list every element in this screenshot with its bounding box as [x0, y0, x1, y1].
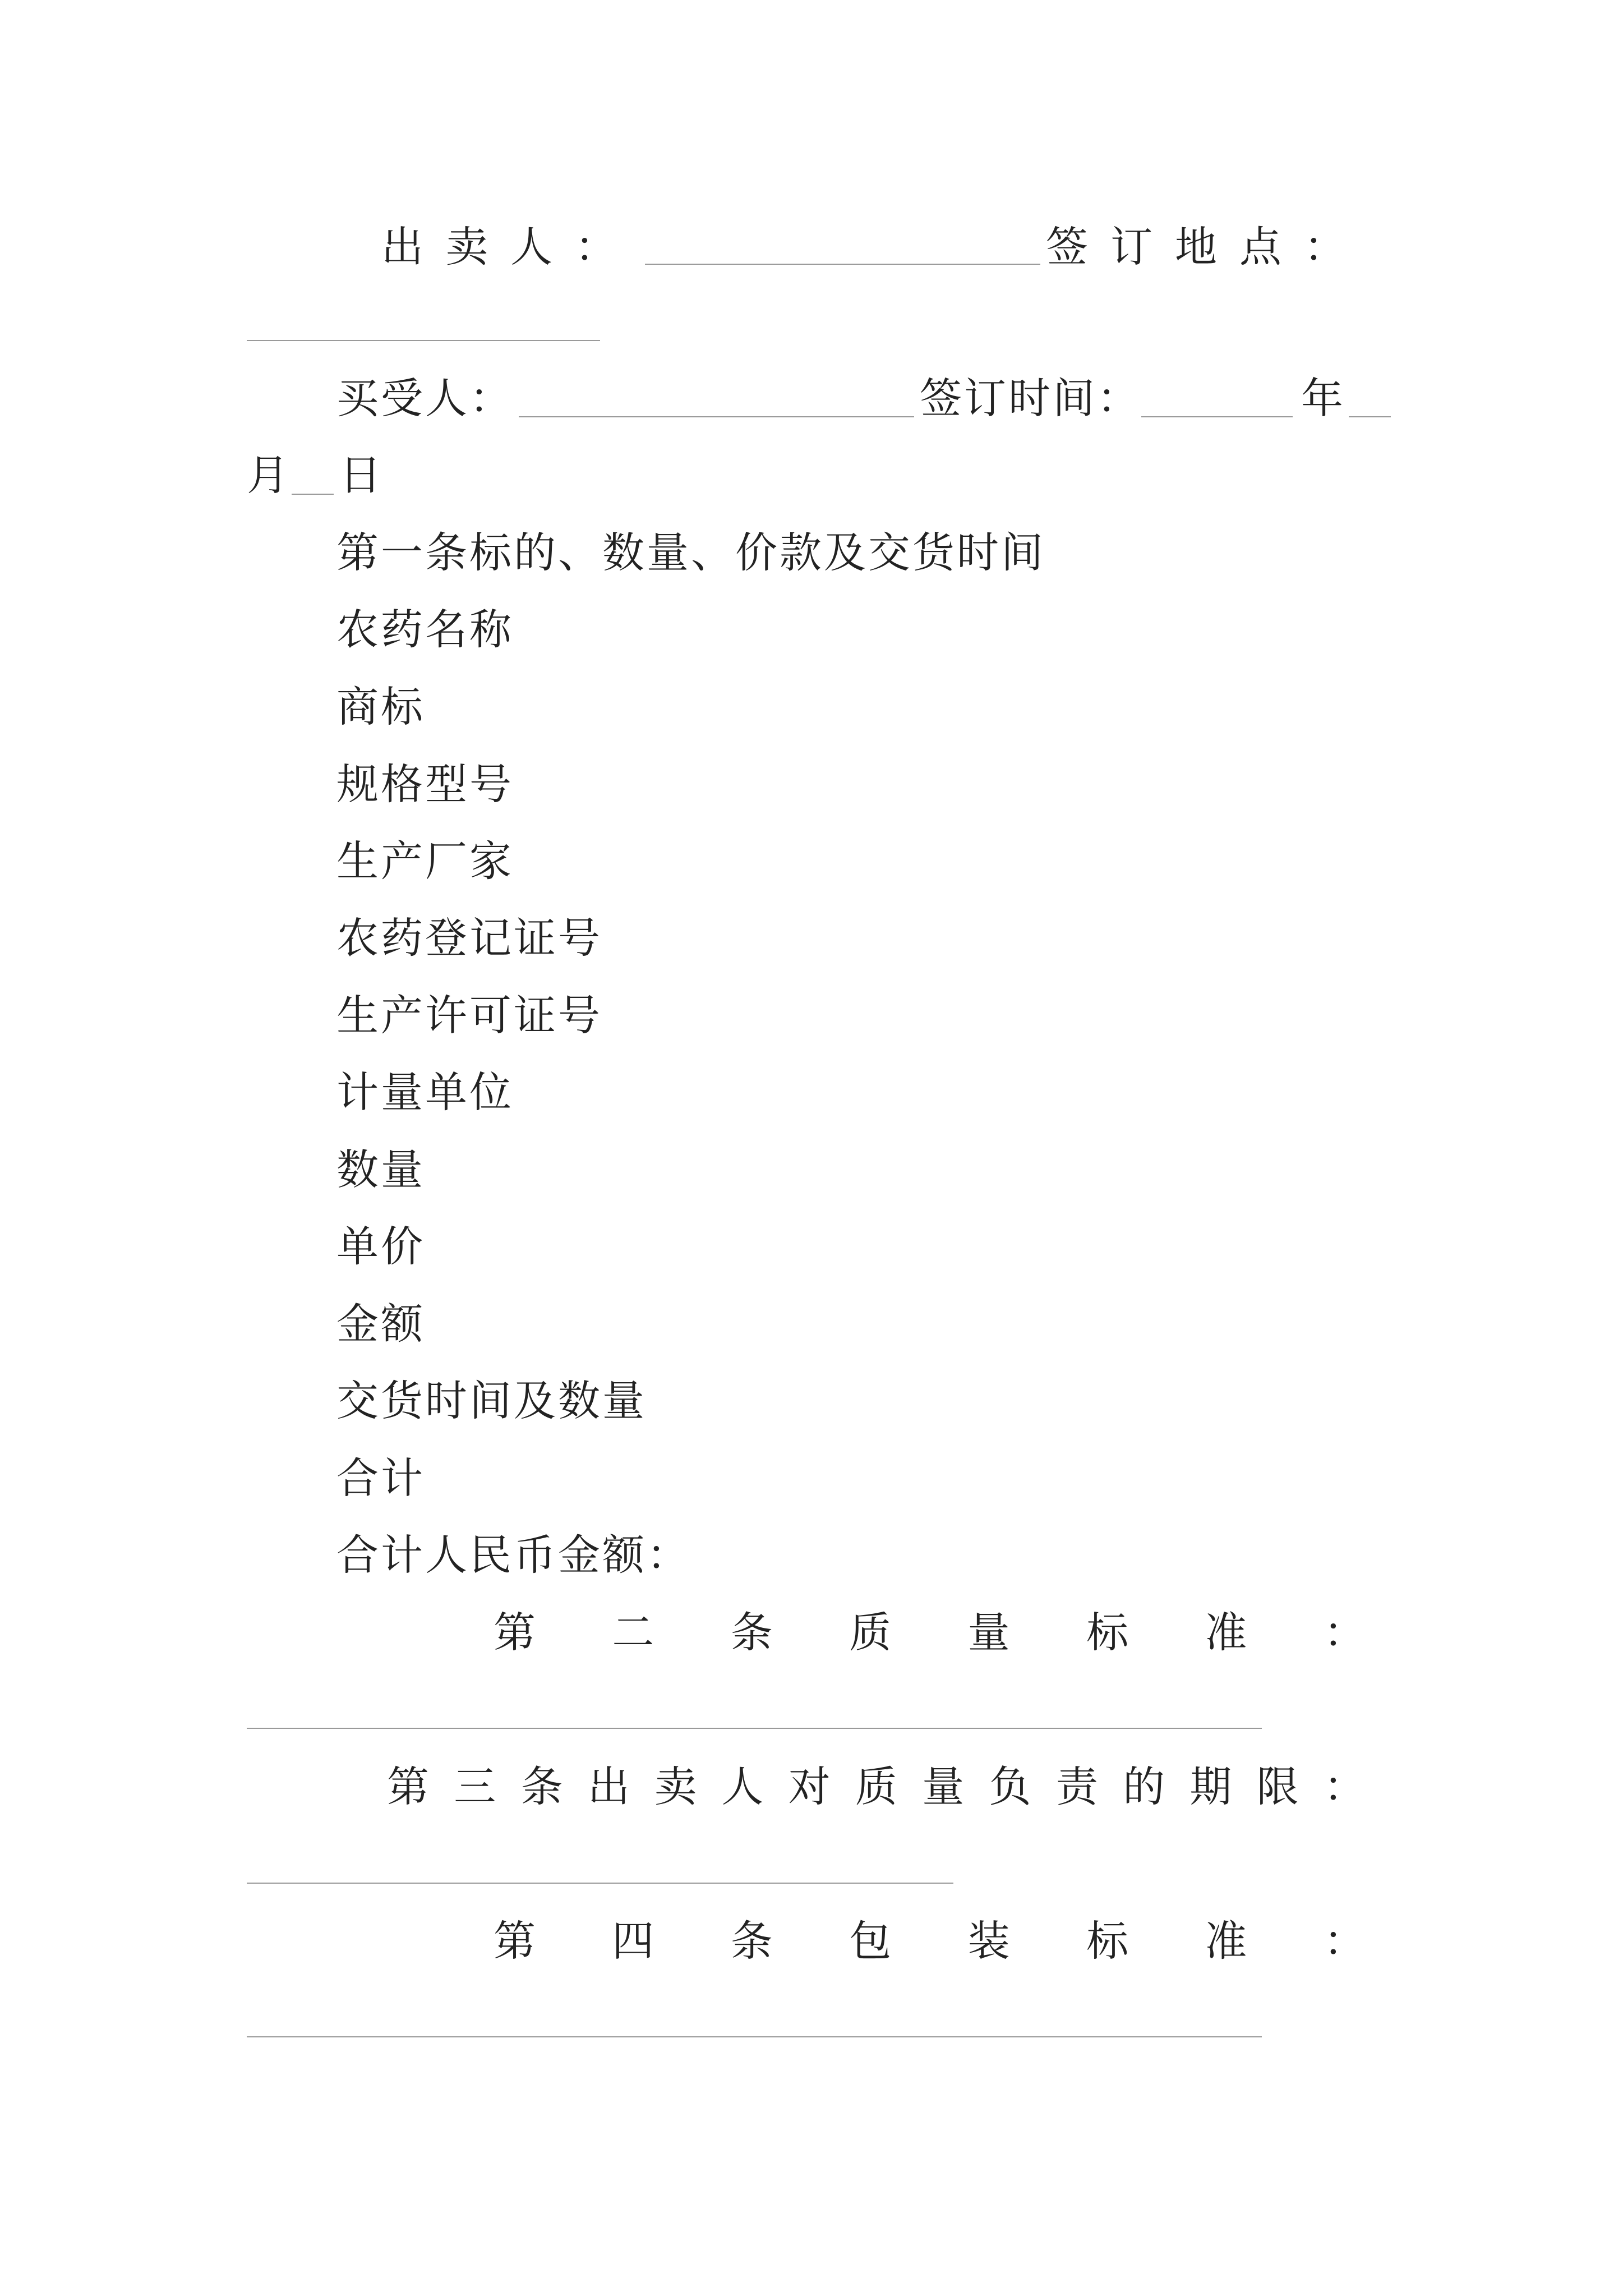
heading-char: 限: [1256, 1762, 1299, 1811]
sign-time-label: 签订时间：: [920, 374, 1142, 423]
heading-char: 的: [1123, 1762, 1165, 1811]
heading-char: 标: [1086, 1608, 1129, 1657]
list-item: 交货时间及数量: [336, 1376, 647, 1425]
list-item: 生产许可证号: [336, 991, 603, 1040]
sign-place-blank[interactable]: [247, 340, 600, 341]
article-4-blank[interactable]: [247, 2036, 1262, 2037]
seller-blank[interactable]: [645, 264, 1040, 265]
year-blank[interactable]: [1141, 416, 1293, 417]
sign-place-label: 签订地点：: [1045, 222, 1368, 272]
seller-line: [381, 219, 1368, 275]
month-label: 月: [247, 450, 292, 500]
day-blank[interactable]: [292, 494, 334, 495]
list-item: 单价: [336, 1222, 426, 1271]
month-blank[interactable]: [1349, 416, 1391, 417]
article-3-title: [387, 1759, 1366, 1815]
day-label: 日: [339, 450, 384, 500]
list-item: 规格型号: [336, 760, 514, 809]
heading-char: ：: [1323, 1916, 1366, 1966]
seller-label: 出卖人：: [381, 222, 640, 272]
heading-char: 期: [1189, 1762, 1232, 1811]
heading-char: 卖: [654, 1762, 697, 1811]
list-item: 农药登记证号: [336, 913, 603, 963]
heading-char: 准: [1205, 1916, 1247, 1966]
heading-char: 第: [494, 1608, 536, 1657]
heading-char: 准: [1205, 1608, 1247, 1657]
article-2-blank[interactable]: [247, 1728, 1262, 1729]
article-4-title: [494, 1913, 1366, 1969]
heading-char: 装: [967, 1916, 1010, 1966]
list-item: 数量: [336, 1145, 426, 1194]
list-item: 金额: [336, 1299, 426, 1349]
heading-char: 量: [922, 1762, 965, 1811]
heading-char: 第: [494, 1916, 536, 1966]
list-item: 农药名称: [336, 605, 514, 654]
list-item: 合计人民币金额：: [336, 1530, 691, 1580]
heading-char: 第: [387, 1762, 430, 1811]
heading-char: 三: [454, 1762, 496, 1811]
heading-char: 对: [788, 1762, 831, 1811]
buyer-label: 买受人：: [336, 374, 514, 423]
heading-char: 出: [587, 1762, 630, 1811]
list-item: 合计: [336, 1453, 426, 1503]
article-3-blank[interactable]: [247, 1883, 953, 1884]
heading-char: 责: [1055, 1762, 1098, 1811]
heading-char: 二: [612, 1608, 654, 1657]
heading-char: 条: [730, 1608, 773, 1657]
heading-char: 量: [967, 1608, 1010, 1657]
list-item: 商标: [336, 682, 426, 731]
article-1-title: 第一条标的、数量、价款及交货时间: [336, 528, 1046, 577]
heading-char: 人: [721, 1762, 764, 1811]
heading-char: 四: [612, 1916, 654, 1966]
list-item: 计量单位: [336, 1068, 514, 1117]
heading-char: 标: [1086, 1916, 1129, 1966]
heading-char: ：: [1323, 1608, 1366, 1657]
heading-char: 条: [730, 1916, 773, 1966]
list-item: 生产厂家: [336, 836, 514, 886]
heading-char: 质: [849, 1608, 892, 1657]
heading-char: 负: [989, 1762, 1031, 1811]
heading-char: 包: [849, 1916, 892, 1966]
heading-char: 质: [855, 1762, 897, 1811]
heading-char: 条: [520, 1762, 563, 1811]
heading-char: ：: [1323, 1762, 1366, 1811]
year-label: 年: [1301, 374, 1346, 423]
article-2-title: [494, 1604, 1366, 1660]
buyer-blank[interactable]: [519, 416, 914, 417]
